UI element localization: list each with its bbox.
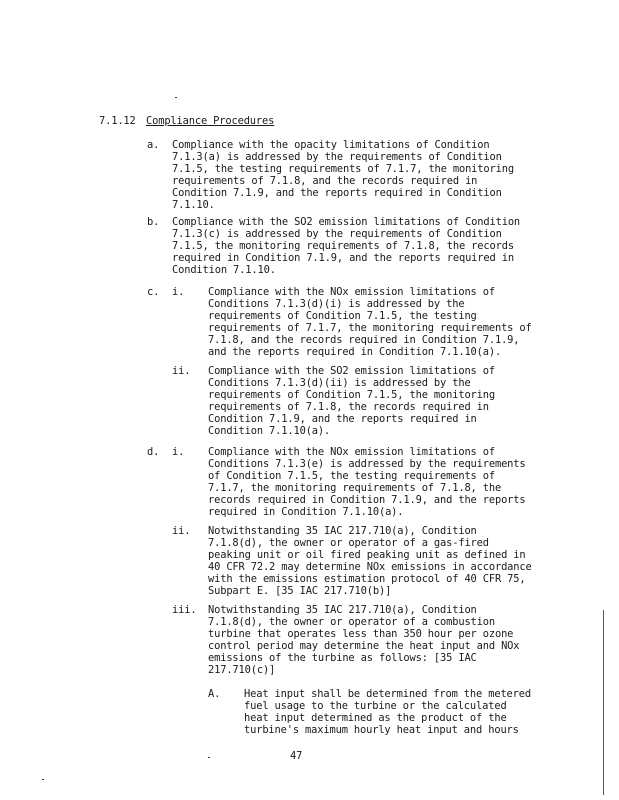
item-a-line: Compliance with the opacity limitations of Condition (172, 139, 490, 151)
item-d-label: d. (147, 446, 160, 458)
item-d-i-line: of Condition 7.1.5, the testing requirements of (208, 470, 495, 482)
item-d-i-line: Compliance with the NOx emission limitations of (208, 446, 495, 458)
item-d-ii-line: 40 CFR 72.2 may determine NOx emissions in accordance (208, 561, 532, 573)
item-d-ii-line: Subpart E. [35 IAC 217.710(b)] (208, 585, 392, 597)
section-number: 7.1.12 (99, 115, 136, 127)
item-d-iii-line: Notwithstanding 35 IAC 217.710(a), Condition (208, 604, 477, 616)
item-d-iii-line: control period may determine the heat input and NOx (208, 640, 520, 652)
item-b-line: Compliance with the SO2 emission limitations of Condition (172, 216, 521, 228)
item-d-A-line: turbine's maximum hourly heat input and hours (244, 724, 519, 736)
item-b-line: Condition 7.1.10. (172, 264, 276, 276)
item-b-line: required in Condition 7.1.9, and the reports required in (172, 252, 514, 264)
item-d-ii-line: with the emissions estimation protocol of 40 CFR 75, (208, 573, 526, 585)
item-a-line: 7.1.5, the testing requirements of 7.1.7, the monitoring (172, 163, 514, 175)
item-c-label: c. (147, 286, 160, 298)
item-d-A-line: fuel usage to the turbine or the calculated (244, 700, 507, 712)
item-c-ii-line: requirements of 7.1.8, the records required in (208, 401, 489, 413)
page-number: 47 (290, 750, 303, 762)
item-d-ii-line: Notwithstanding 35 IAC 217.710(a), Condition (208, 525, 477, 537)
item-a-line: 7.1.10. (172, 199, 215, 211)
item-d-ii-line: 7.1.8(d), the owner or operator of a gas-fired (208, 537, 489, 549)
section-title: Compliance Procedures (146, 115, 275, 127)
item-d-ii-label: ii. (172, 525, 191, 537)
item-d-iii-line: emissions of the turbine as follows: [35 IAC (208, 652, 477, 664)
scan-speck (42, 779, 44, 780)
scan-edge-line (603, 610, 604, 795)
item-c-ii-label: ii. (172, 365, 191, 377)
item-d-ii-line: peaking unit or oil fired peaking unit as defined in (208, 549, 526, 561)
item-c-i-line: requirements of 7.1.7, the monitoring requirements of (208, 322, 532, 334)
item-c-ii-line: Conditions 7.1.3(d)(ii) is addressed by the (208, 377, 471, 389)
item-c-ii-line: Compliance with the SO2 emission limitations of (208, 365, 495, 377)
item-d-iii-line: turbine that operates less than 350 hour per ozone (208, 628, 514, 640)
item-d-A-label: A. (208, 688, 221, 700)
item-d-i-line: 7.1.7, the monitoring requirements of 7.1.8, the (208, 482, 502, 494)
item-c-i-line: requirements of Condition 7.1.5, the testing (208, 310, 477, 322)
item-b-line: 7.1.5, the monitoring requirements of 7.1.8, the records (172, 240, 514, 252)
item-a-line: Condition 7.1.9, and the reports required in Condition (172, 187, 502, 199)
item-d-A-line: Heat input shall be determined from the metered (244, 688, 531, 700)
item-d-iii-label: iii. (172, 604, 197, 616)
scan-speck (175, 97, 177, 98)
item-d-i-line: Conditions 7.1.3(e) is addressed by the requirements (208, 458, 526, 470)
item-c-i-line: Conditions 7.1.3(d)(i) is addressed by the (208, 298, 465, 310)
item-a-line: 7.1.3(a) is addressed by the requirements of Condition (172, 151, 502, 163)
item-c-ii-line: Condition 7.1.9, and the reports required in (208, 413, 477, 425)
item-c-i-line: 7.1.8, and the records required in Condition 7.1.9, (208, 334, 520, 346)
item-d-A-line: heat input determined as the product of the (244, 712, 507, 724)
item-d-iii-line: 217.710(c)] (208, 664, 276, 676)
item-d-i-line: records required in Condition 7.1.9, and the reports (208, 494, 526, 506)
item-a-line: requirements of 7.1.8, and the records required in (172, 175, 478, 187)
item-d-iii-line: 7.1.8(d), the owner or operator of a combustion (208, 616, 495, 628)
item-c-i-line: and the reports required in Condition 7.1.10(a). (208, 346, 502, 358)
item-b-label: b. (147, 216, 160, 228)
item-c-i-label: i. (172, 286, 185, 298)
item-b-line: 7.1.3(c) is addressed by the requirements of Condition (172, 228, 502, 240)
item-c-i-line: Compliance with the NOx emission limitations of (208, 286, 495, 298)
item-c-ii-line: Condition 7.1.10(a). (208, 425, 331, 437)
item-c-ii-line: requirements of Condition 7.1.5, the monitoring (208, 389, 495, 401)
item-d-i-label: i. (172, 446, 185, 458)
item-a-label: a. (147, 139, 160, 151)
scan-speck (208, 757, 210, 758)
item-d-i-line: required in Condition 7.1.10(a). (208, 506, 404, 518)
